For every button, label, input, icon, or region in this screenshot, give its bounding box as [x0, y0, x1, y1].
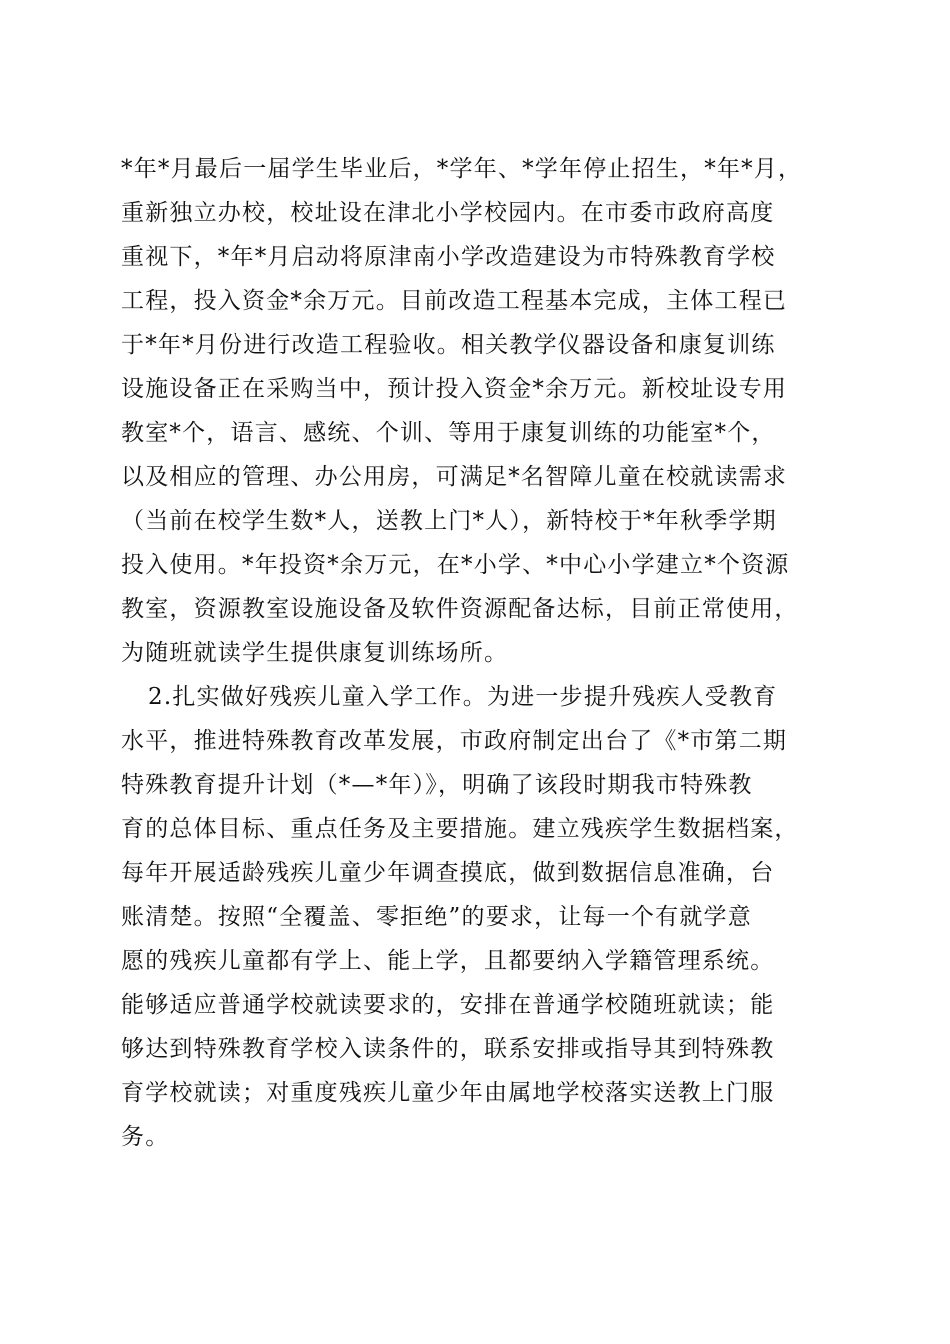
paragraph-1-line: 工程，投入资金*余万元。目前改造工程基本完成，主体工程已 — [121, 288, 788, 314]
paragraph-2-line: 务。 — [121, 1124, 170, 1150]
paragraph-1-line: 教室，资源教室设施设备及软件资源配备达标，目前正常使用， — [121, 596, 799, 622]
paragraph-2-line: 每年开展适龄残疾儿童少年调查摸底，做到数据信息准确，台 — [121, 860, 775, 886]
paragraph-2-line: 2.扎实做好残疾儿童入学工作。为进一步提升残疾人受教育 — [148, 684, 778, 710]
paragraph-1-line: 重新独立办校，校址设在津北小学校园内。在市委市政府高度 — [121, 200, 775, 226]
paragraph-2-line: 育的总体目标、重点任务及主要措施。建立残疾学生数据档案， — [121, 816, 799, 842]
paragraph-1-line: 投入使用。*年投资*余万元，在*小学、*中心小学建立*个资源 — [121, 552, 790, 578]
paragraph-1-line: 教室*个，语言、感统、个训、等用于康复训练的功能室*个， — [121, 420, 776, 446]
paragraph-2-line: 育学校就读；对重度残疾儿童少年由属地学校落实送教上门服 — [121, 1080, 775, 1106]
paragraph-2-line: 水平，推进特殊教育改革发展，市政府制定出台了《*市第二期 — [121, 728, 788, 754]
paragraph-1-line: 重视下，*年*月启动将原津南小学改造建设为市特殊教育学校 — [121, 244, 776, 270]
paragraph-2-line: 账清楚。按照“全覆盖、零拒绝”的要求，让每一个有就学意 — [121, 904, 752, 930]
paragraph-1-line: 以及相应的管理、办公用房，可满足*名智障儿童在校就读需求 — [121, 464, 788, 490]
paragraph-1-line: 设施设备正在采购当中，预计投入资金*余万元。新校址设专用 — [121, 376, 788, 402]
paragraph-1-line: *年*月最后一届学生毕业后，*学年、*学年停止招生，*年*月， — [121, 156, 803, 182]
paragraph-1-line: 于*年*月份进行改造工程验收。相关教学仪器设备和康复训练 — [121, 332, 776, 358]
paragraph-2-line: 够达到特殊教育学校入读条件的，联系安排或指导其到特殊教 — [121, 1036, 775, 1062]
paragraph-2-line: 能够适应普通学校就读要求的，安排在普通学校随班就读；能 — [121, 992, 775, 1018]
paragraph-1-line: （当前在校学生数*人，送教上门*人），新特校于*年秋季学期 — [121, 508, 777, 534]
paragraph-2-line: 特殊教育提升计划（*—*年）》，明确了该段时期我市特殊教 — [121, 772, 753, 798]
paragraph-2-line: 愿的残疾儿童都有学上、能上学，且都要纳入学籍管理系统。 — [121, 948, 775, 974]
paragraph-1-line: 为随班就读学生提供康复训练场所。 — [121, 640, 509, 666]
